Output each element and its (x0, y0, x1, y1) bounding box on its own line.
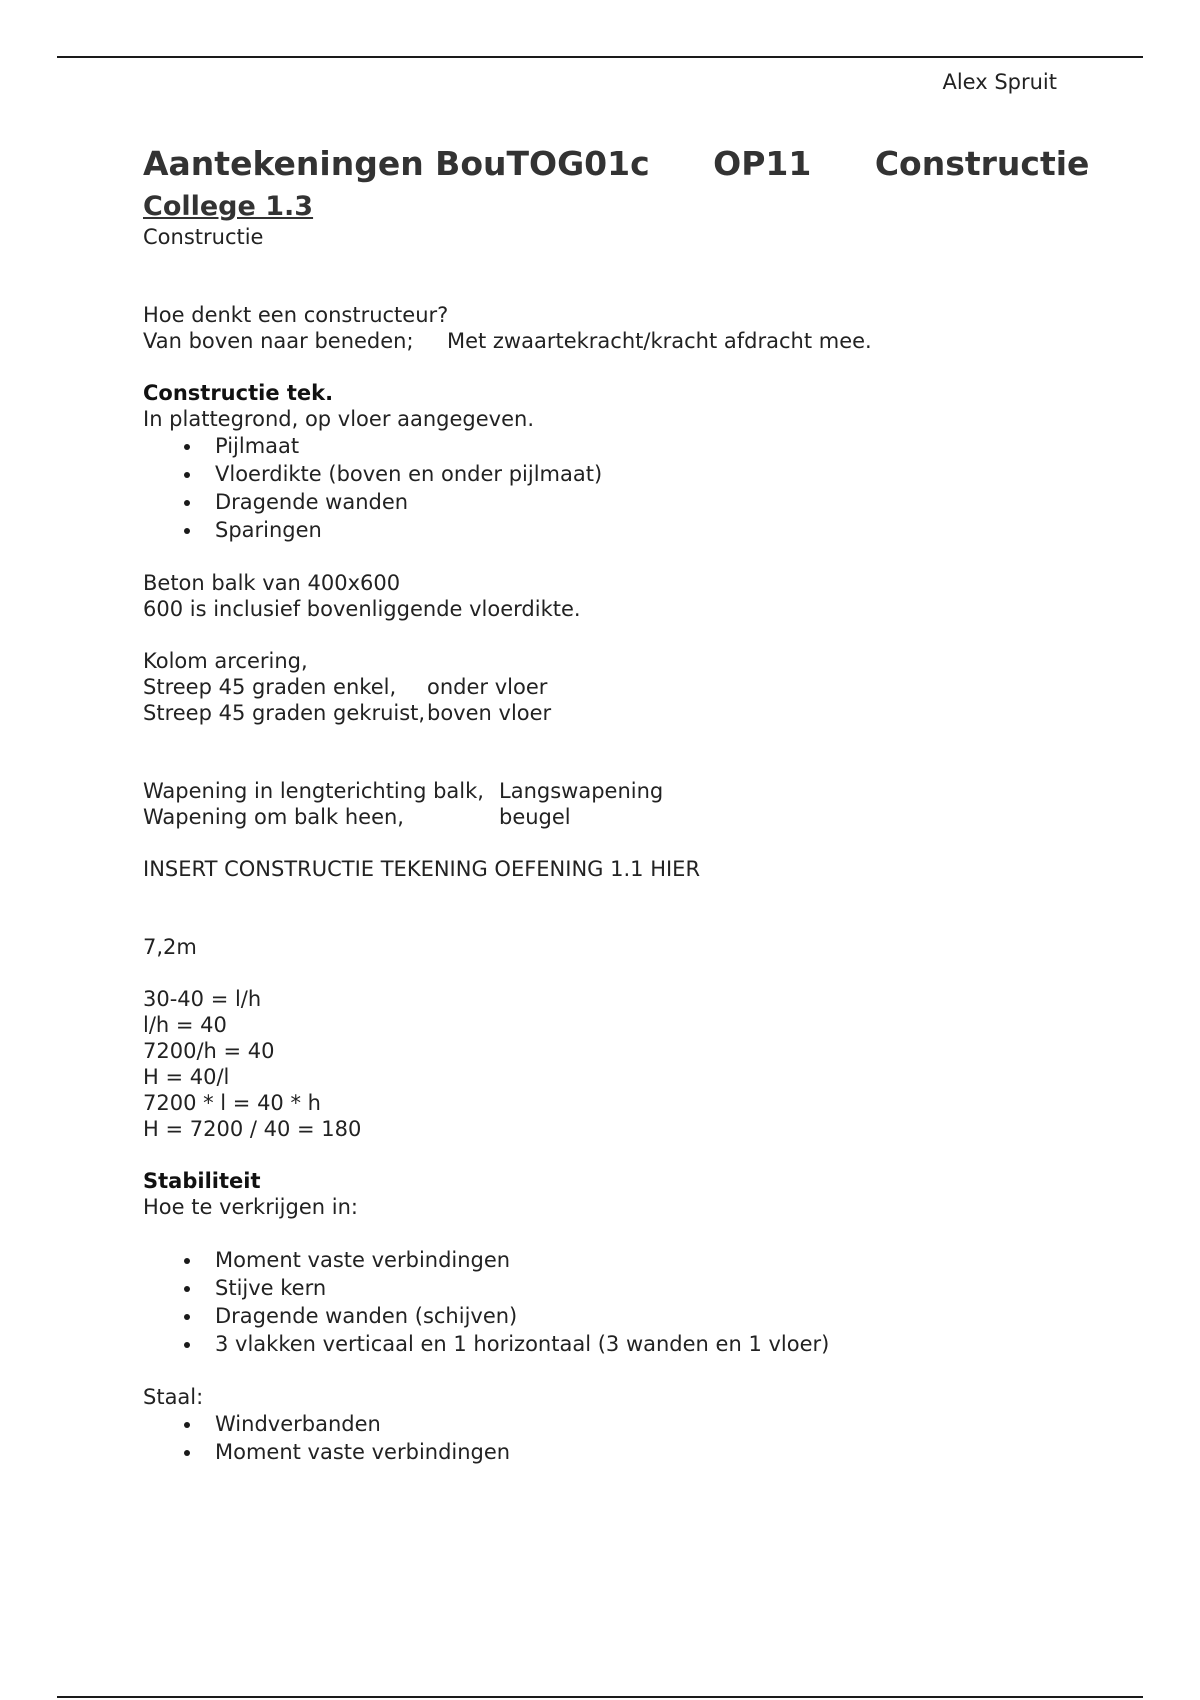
calc-line: 7200/h = 40 (143, 1039, 275, 1063)
beton-line-2: 600 is inclusief bovenliggende vloerdikte. (143, 597, 581, 621)
spacer (143, 882, 1103, 934)
wapening-row-value: beugel (499, 805, 571, 829)
intro-answer-left: Van boven naar beneden; (143, 329, 414, 353)
document-body (143, 142, 1103, 1466)
stabiliteit-list (143, 1246, 1103, 1358)
wapening-row-value: Langswapening (499, 779, 664, 803)
staal-list (143, 1410, 1103, 1466)
wapening-row (143, 804, 1103, 830)
title-period: OP11 (713, 144, 812, 183)
intro-answer-right: Met zwaartekracht/kracht afdracht mee. (446, 329, 872, 353)
intro-answer (143, 328, 1103, 354)
list-item: Pijlmaat (143, 432, 1103, 460)
spacer (143, 830, 1103, 856)
constructie-tek-heading: Constructie tek. (143, 381, 334, 405)
calc-line: l/h = 40 (143, 1013, 227, 1037)
wapening-row (143, 778, 1103, 804)
calc-line: H = 40/l (143, 1065, 230, 1089)
document-title (143, 142, 1103, 186)
spacer (143, 354, 1103, 380)
footer-rule (57, 1696, 1143, 1698)
list-item: Windverbanden (143, 1410, 1103, 1438)
beton-line-1: Beton balk van 400x600 (143, 571, 401, 595)
kolom-row-label: Streep 45 graden enkel, (143, 675, 397, 699)
list-item: Vloerdikte (boven en onder pijlmaat) (143, 460, 1103, 488)
spacer (143, 960, 1103, 986)
list-item: Moment vaste verbindingen (143, 1438, 1103, 1466)
wapening-row-label: Wapening in lengterichting balk, (143, 779, 484, 803)
spacer (143, 1142, 1103, 1168)
staal-heading: Staal: (143, 1385, 204, 1409)
kolom-row-label: Streep 45 graden gekruist, (143, 701, 426, 725)
kolom-row-value: boven vloer (427, 701, 552, 725)
kolom-row-value: onder vloer (427, 675, 548, 699)
spacer (143, 544, 1103, 570)
list-item: 3 vlakken verticaal en 1 horizontaal (3 wanden en 1 vloer) (143, 1330, 1103, 1358)
spacer (143, 1220, 1103, 1246)
constructie-tek-list (143, 432, 1103, 544)
spacer (143, 250, 1103, 302)
wapening-row-label: Wapening om balk heen, (143, 805, 404, 829)
stabiliteit-text: Hoe te verkrijgen in: (143, 1195, 358, 1219)
list-item: Stijve kern (143, 1274, 1103, 1302)
title-course: Aantekeningen BouTOG01c (143, 144, 650, 183)
author-name: Alex Spruit (942, 70, 1057, 94)
calc-line: 30-40 = l/h (143, 987, 262, 1011)
constructie-tek-text: In plattegrond, op vloer aangegeven. (143, 407, 535, 431)
insert-note: INSERT CONSTRUCTIE TEKENING OEFENING 1.1 HIER (143, 857, 701, 881)
calc-span: 7,2m (143, 935, 197, 959)
list-item: Sparingen (143, 516, 1103, 544)
stabiliteit-heading: Stabiliteit (143, 1169, 261, 1193)
spacer (143, 1358, 1103, 1384)
kolom-line-1: Kolom arcering, (143, 649, 308, 673)
calc-line: H = 7200 / 40 = 180 (143, 1117, 362, 1141)
list-item: Moment vaste verbindingen (143, 1246, 1103, 1274)
college-heading: College 1.3 (143, 191, 314, 222)
list-item: Dragende wanden (schijven) (143, 1302, 1103, 1330)
calc-line: 7200 * l = 40 * h (143, 1091, 321, 1115)
intro-question: Hoe denkt een constructeur? (143, 303, 449, 327)
title-subject: Constructie (874, 144, 1090, 183)
header-rule (57, 56, 1143, 58)
college-subtitle: Constructie (143, 225, 264, 249)
spacer (143, 726, 1103, 778)
list-item: Dragende wanden (143, 488, 1103, 516)
kolom-row (143, 674, 1103, 700)
kolom-row (143, 700, 1103, 726)
spacer (143, 622, 1103, 648)
